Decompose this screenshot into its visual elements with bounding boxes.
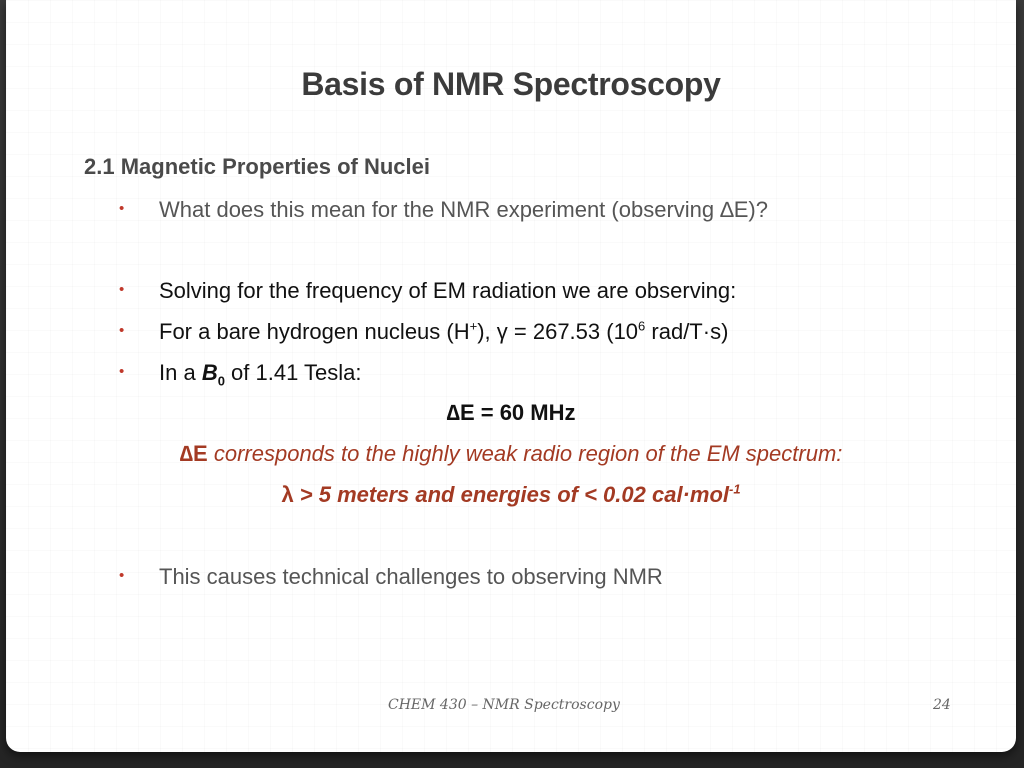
superscript: -1 [729, 481, 741, 497]
footer-course: CHEM 430 – NMR Spectroscopy [388, 697, 620, 713]
bullet-icon: • [119, 567, 125, 584]
bullet-icon: • [119, 322, 125, 339]
note-text: > 5 meters and energies of < 0.02 cal·mol [293, 482, 729, 507]
bullet-icon: • [119, 281, 125, 298]
bullet-text [159, 319, 728, 345]
lambda-symbol: λ [281, 482, 294, 507]
slide-title: Basis of NMR Spectroscopy [301, 66, 721, 102]
variable-b: B [201, 360, 218, 385]
note-line-1 [6, 441, 1016, 467]
bullet-text-part: ), γ = 267.53 (10 [477, 319, 639, 344]
bullet-icon: • [119, 363, 125, 380]
bullet-text-part: of 1.41 Tesla: [224, 360, 362, 385]
superscript: + [469, 318, 478, 334]
bullet-text: This causes technical challenges to observing NMR [159, 564, 663, 589]
bullet-text: Solving for the frequency of EM radiation we are observing: [159, 278, 737, 303]
bullet-text-part: For a bare hydrogen nucleus (H [159, 319, 470, 344]
section-heading: 2.1 Magnetic Properties of Nuclei [84, 154, 430, 179]
superscript: 6 [638, 318, 646, 334]
bullet-text-part: rad/T·s) [645, 319, 729, 344]
subscript: 0 [217, 373, 225, 389]
footer-page-number: 24 [933, 697, 951, 713]
note-line-2 [6, 482, 1016, 508]
bullet-icon: • [119, 200, 125, 217]
slide [6, 0, 1016, 752]
result-line: ∆E = 60 MHz [446, 400, 576, 425]
note-bold: ∆E [179, 441, 208, 466]
bullet-text: What does this mean for the NMR experiment (observing ∆E)? [159, 197, 768, 222]
bullet-text [159, 360, 362, 389]
note-italic: corresponds to the highly weak radio region of the EM spectrum: [207, 441, 843, 466]
bullet-text-part: In a [159, 360, 202, 385]
